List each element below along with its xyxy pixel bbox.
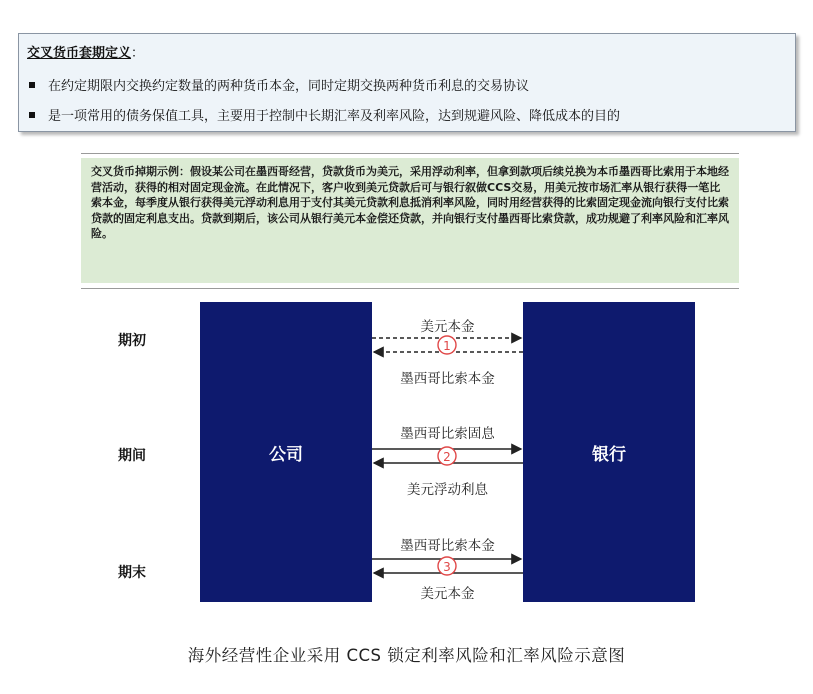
- company-label: 公司: [269, 444, 303, 465]
- flow-bottom-text-1: 墨西哥比索本金: [400, 371, 495, 387]
- diagram-caption: 海外经营性企业采用 CCS 锁定利率风险和汇率风险示意图: [187, 646, 626, 665]
- phase-label-during: 期间: [118, 448, 146, 464]
- step-marker-2: [438, 447, 456, 465]
- phase-label-start: 期初: [118, 333, 146, 349]
- definition-bullet: 是一项常用的债务保值工具，主要用于控制中长期汇率及利率风险，达到规避风险、降低成本的目的: [29, 105, 620, 124]
- flow-bottom-text-2: 美元浮动利息: [407, 482, 488, 498]
- step-marker-1: [438, 336, 456, 354]
- bank-label: 银行: [592, 444, 626, 465]
- example-text: 交叉货币掉期示例：假设某公司在墨西哥经营，贷款货币为美元，采用浮动利率，但拿到款项后续兑换为本币墨西哥比索用于本地经营活动，获得的相对固定现金流。在此情况下，客户收到美元贷款后可与银行叙做CCS交易，用美元按市场汇率从银行获得一笔比索本金，每季度从银行获得美元浮动利息用于支付其美元贷款利息抵消利率风险，同时用经营获得的比索固定现金流向银行支付比索贷款的固定利息支出。贷款到期后，该公司从银行美元本金偿还贷款，并向银行支付墨西哥比索贷款，成功规避了利率风险和汇率风险。: [91, 165, 729, 240]
- svg-text:3: 3: [443, 560, 451, 574]
- phase-label-end: 期末: [118, 565, 146, 581]
- svg-text:1: 1: [443, 339, 451, 353]
- flow-top-text-1: 美元本金: [420, 319, 475, 335]
- flow-top-text-3: 墨西哥比索本金: [400, 538, 495, 554]
- definition-bullet: 在约定期限内交换约定数量的两种货币本金，同时定期交换两种货币利息的交易协议: [29, 75, 529, 94]
- flow-bottom-text-3: 美元本金: [420, 586, 475, 602]
- svg-text:2: 2: [443, 450, 451, 464]
- definition-title: 交叉货币套期定义：: [27, 46, 145, 61]
- step-marker-3: [438, 557, 456, 575]
- flow-top-text-2: 墨西哥比索固息: [400, 426, 495, 442]
